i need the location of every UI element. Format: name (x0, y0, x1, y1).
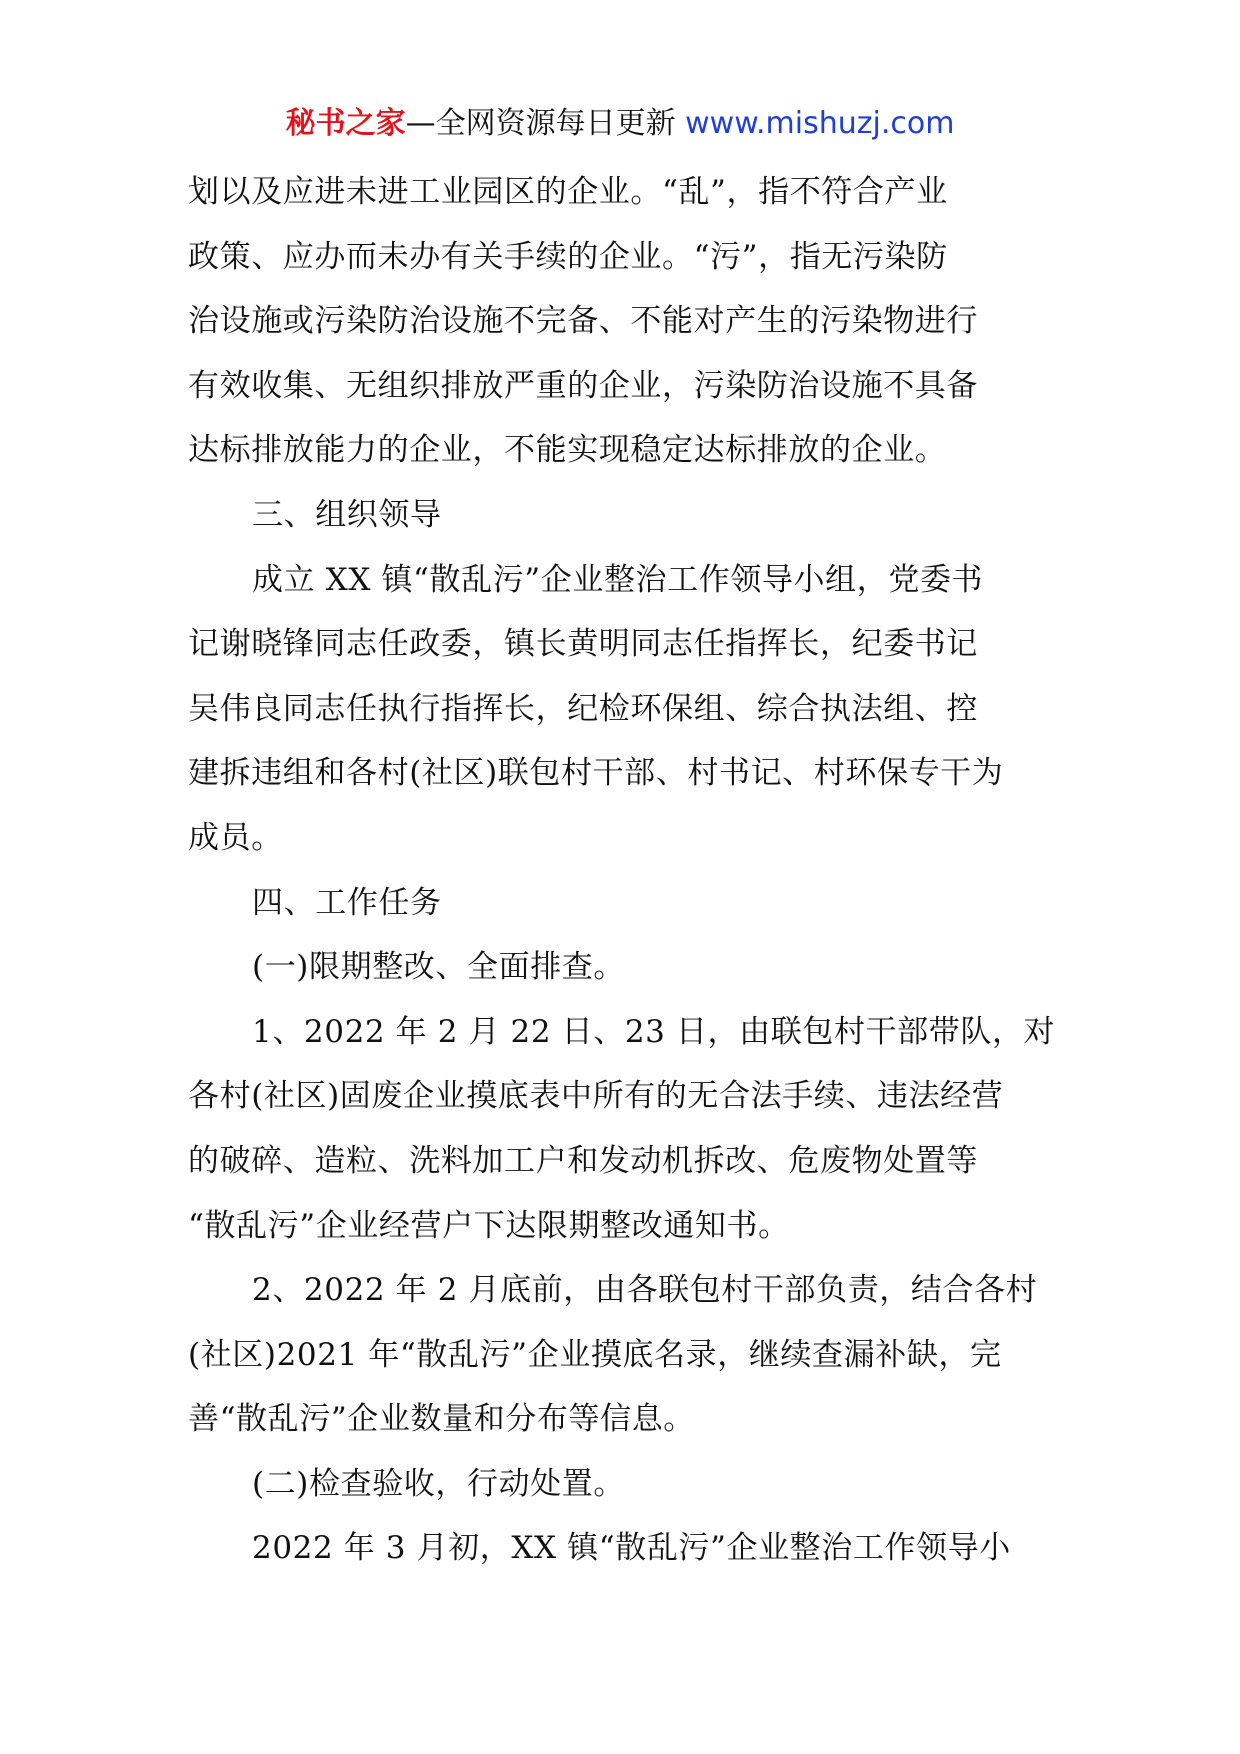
subsection-heading: (二)检查验收，行动处置。 (252, 1465, 625, 1502)
text-line: 政策、应办而未办有关手续的企业。“污”，指无污染防 (188, 238, 948, 275)
text-line: 成员。 (188, 819, 283, 856)
text-line: 记谢晓锋同志任政委，镇长黄明同志任指挥长，纪委书记 (188, 626, 978, 663)
subsection-heading: (一)限期整改、全面排查。 (252, 949, 625, 986)
text-line: “散乱污”企业经营户下达限期整改通知书。 (188, 1207, 790, 1244)
site-url-link[interactable]: www.mishuzj.com (685, 106, 955, 141)
section-heading: 三、组织领导 (252, 496, 442, 533)
text-line: 1、2022 年 2 月 22 日、23 日，由联包村干部带队，对 (252, 1013, 1056, 1050)
site-header (0, 104, 1240, 144)
site-brand: 秘书之家 (285, 106, 406, 141)
text-line: 成立 XX 镇“散乱污”企业整治工作领导小组，党委书 (252, 561, 984, 598)
text-line: 善“散乱污”企业数量和分布等信息。 (188, 1401, 695, 1438)
document-body (188, 160, 1058, 1581)
text-line: 有效收集、无组织排放严重的企业，污染防治设施不具备 (188, 367, 978, 404)
text-line: 治设施或污染防治设施不完备、不能对产生的污染物进行 (188, 303, 978, 340)
section-heading: 四、工作任务 (252, 884, 442, 921)
text-line: 吴伟良同志任执行指挥长，纪检环保组、综合执法组、控 (188, 690, 978, 727)
text-line: 建拆违组和各村(社区)联包村干部、村书记、村环保专干为 (188, 755, 1004, 792)
text-line: 划以及应进未进工业园区的企业。“乱”，指不符合产业 (188, 174, 948, 210)
text-line: 达标排放能力的企业，不能实现稳定达标排放的企业。 (188, 432, 947, 469)
text-line: (社区)2021 年“散乱污”企业摸底名录，继续查漏补缺，完 (188, 1336, 1002, 1373)
text-line: 2022 年 3 月初，XX 镇“散乱污”企业整治工作领导小 (252, 1530, 1011, 1567)
text-line: 各村(社区)固废企业摸底表中所有的无合法手续、违法经营 (188, 1078, 1004, 1115)
text-line: 2、2022 年 2 月底前，由各联包村干部负责，结合各村 (252, 1272, 1038, 1309)
site-slogan: —全网资源每日更新 (405, 106, 676, 141)
text-line: 的破碎、造粒、洗料加工户和发动机拆改、危废物处置等 (188, 1142, 978, 1179)
